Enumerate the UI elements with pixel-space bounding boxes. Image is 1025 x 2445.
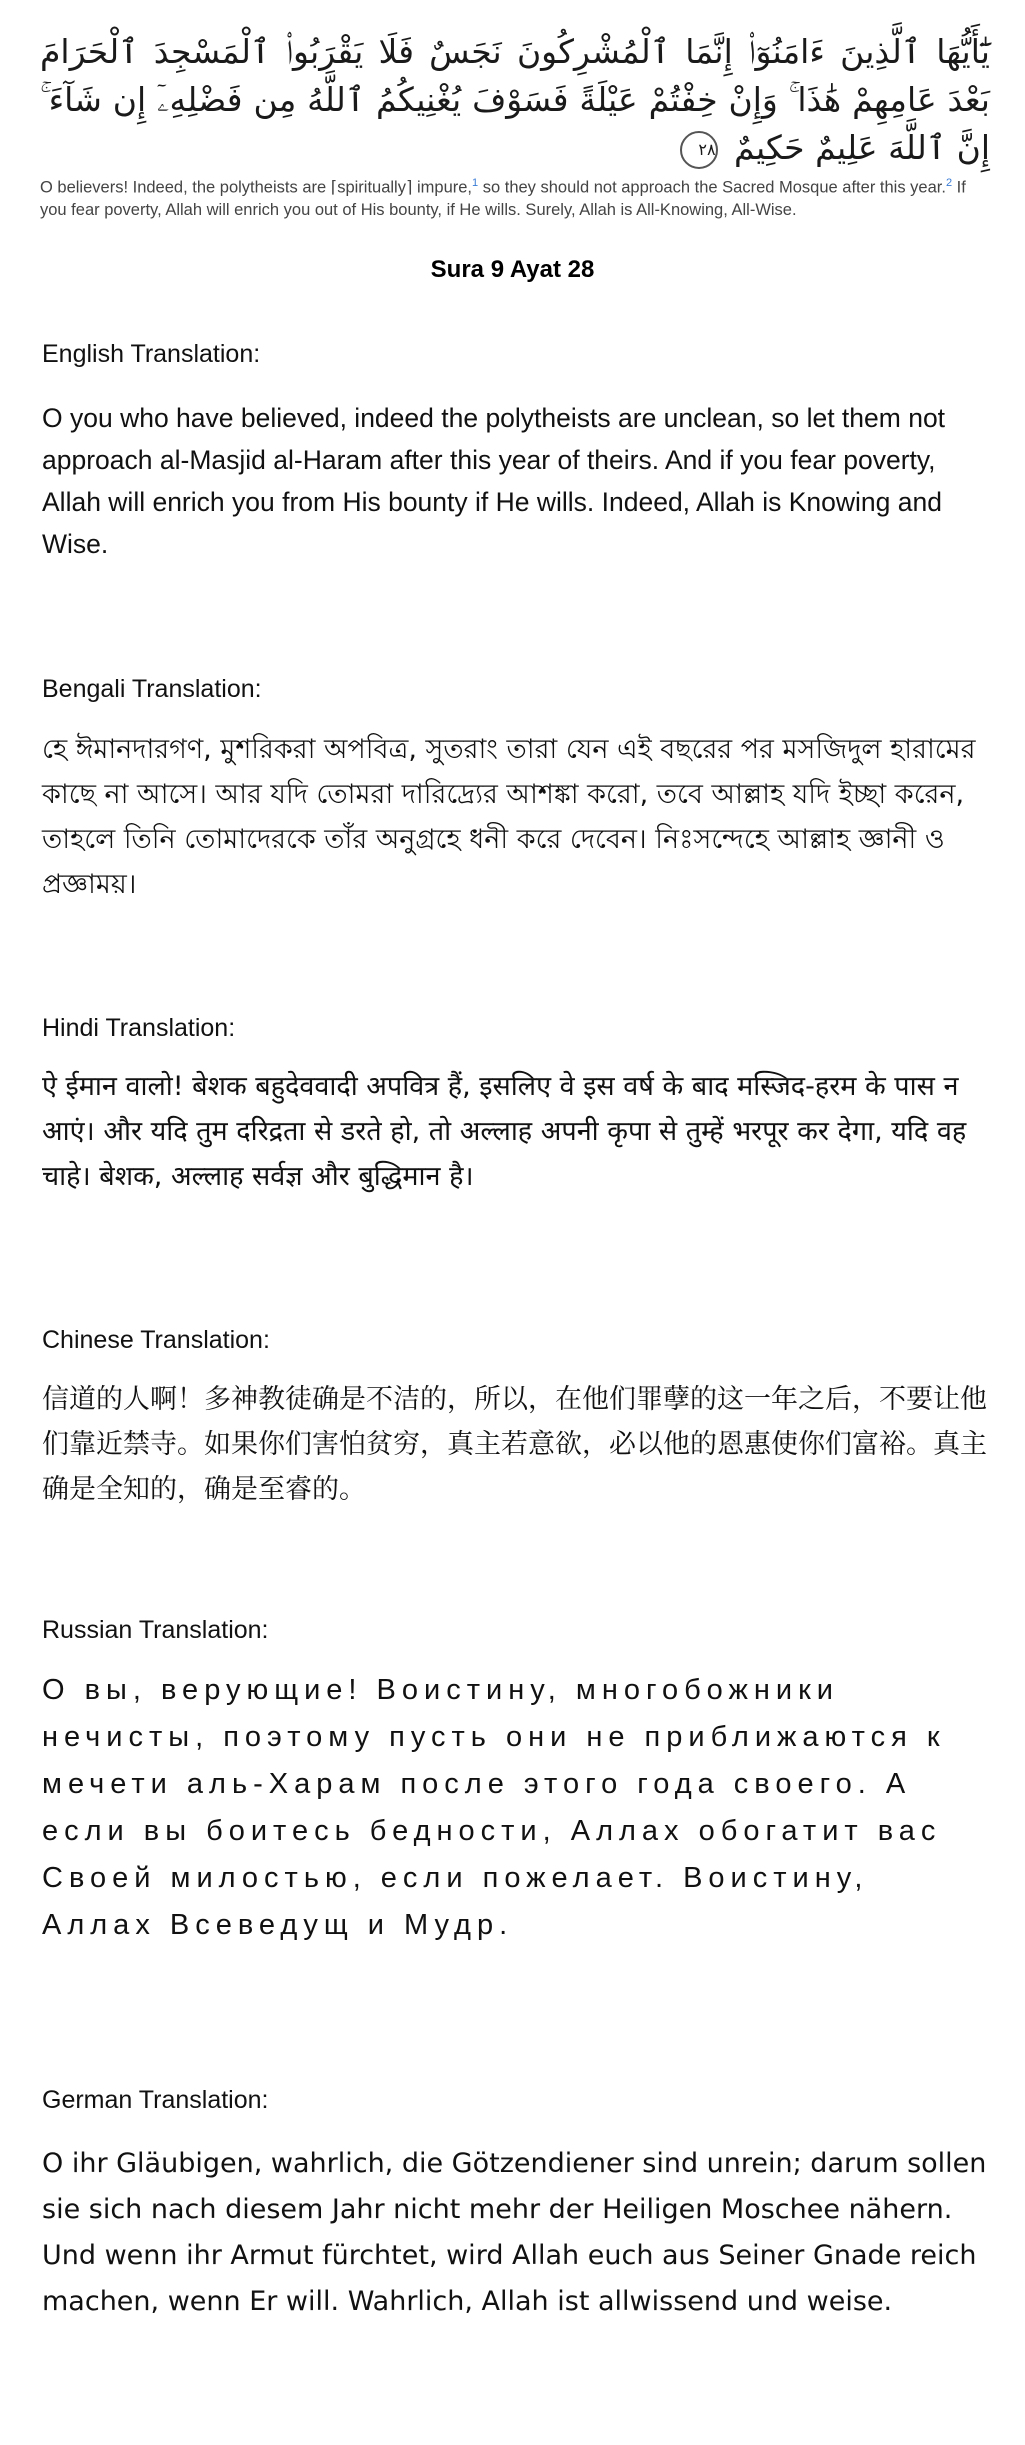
verse-reference: Sura 9 Ayat 28 — [430, 256, 595, 283]
english-label: English Translation: — [42, 340, 261, 368]
summary-text-4: If you fear poverty, Allah will enrich you out of His bounty, if He wills. Surely, Allah is All-Knowing, All-Wise. — [40, 178, 966, 219]
summary-text-3: so they should not approach the Sacred Mosque after this year. — [478, 178, 946, 197]
bracket-open: ⌈ — [330, 178, 338, 197]
hindi-label: Hindi Translation: — [42, 1014, 236, 1042]
russian-label: Russian Translation: — [42, 1616, 269, 1644]
chinese-label: Chinese Translation: — [42, 1326, 270, 1354]
summary-word: spiritually — [337, 178, 406, 197]
footnote-2-link[interactable]: 2 — [945, 177, 953, 189]
summary-text-2: impure, — [412, 178, 473, 197]
verse-summary — [40, 172, 990, 221]
bracket-close: ⌉ — [405, 178, 413, 197]
english-translation: O you who have believed, indeed the polytheists are unclean, so let them not approach al-Masjid al-Haram after this year of theirs. And if you fear poverty, Allah will enrich you from His bounty if He wills. Indeed, Allah is Knowing and Wise. — [42, 403, 946, 559]
ayah-number-marker: ٢٨ — [680, 131, 718, 169]
arabic-verse-text: يَٰٓأَيُّهَا ٱلَّذِينَ ءَامَنُوٓا۟ إِنَّمَا ٱلْمُشْرِكُونَ نَجَسٌ فَلَا يَقْرَبُوا۟ ٱلْمَسْجِدَ ٱلْحَرَامَ بَعْدَ عَامِهِمْ هَٰذَا ۚ وَإِنْ خِفْتُمْ عَيْلَةً فَسَوْفَ يُغْنِيكُمُ ٱللَّهُ مِن فَضْلِهِۦٓ إِن شَآءَ ۚ إِنَّ ٱللَّهَ عَلِيمٌ حَكِيمٌ — [40, 32, 990, 167]
bengali-translation: হে ঈমানদারগণ, মুশরিকরা অপবিত্র, সুতরাং তারা যেন এই বছরের পর মসজিদুল হারামের কাছে না আসে। আর যদি তোমরা দারিদ্র্যের আশঙ্কা করো, তবে আল্লাহ যদি ইচ্ছা করেন, তাহলে তিনি তোমাদেরকে তাঁর অনুগ্রহে ধনী করে দেবেন। নিঃসন্দেহে আল্লাহ জ্ঞানী ও প্রজ্ঞাময়। — [42, 734, 976, 900]
russian-translation: О вы, верующие! Воистину, многобожники нечисты, поэтому пусть они не приближаются к мечети аль-Харам после этого года своего. А если вы боитесь бедности, Аллах обогатит вас Своей милостью, если пожелает. Воистину, Аллах Всеведущ и Мудр. — [42, 1674, 946, 1941]
hindi-translation: ऐ ईमान वालो! बेशक बहुदेववादी अपवित्र हैं, इसलिए वे इस वर्ष के बाद मस्जिद-हरम के पास न आएं। और यदि तुम दरिद्रता से डरते हो, तो अल्लाह अपनी कृपा से तुम्हें भरपूर कर देगा, यदि वह चाहे। बेशक, अल्लाह सर्वज्ञ और बुद्धिमान है। — [42, 1071, 967, 1192]
chinese-translation: 信道的人啊！多神教徒确是不洁的，所以，在他们罪孽的这一年之后，不要让他们靠近禁寺。如果你们害怕贫穷，真主若意欲，必以他的恩惠使你们富裕。真主确是全知的，确是至睿的。 — [42, 1384, 987, 1505]
german-translation: O ihr Gläubigen, wahrlich, die Götzendiener sind unrein; darum sollen sie sich nach diesem Jahr nicht mehr der Heiligen Moschee nähern. Und wenn ihr Armut fürchtet, wird Allah euch aus Seiner Gnade reich machen, wenn Er will. Wahrlich, Allah ist allwissend und weise. — [42, 2148, 987, 2317]
summary-text-1: O believers! Indeed, the polytheists are — [40, 178, 331, 197]
footnote-1-link[interactable]: 1 — [472, 177, 479, 189]
german-label: German Translation: — [42, 2086, 269, 2114]
bengali-label: Bengali Translation: — [42, 675, 262, 703]
arabic-verse — [40, 28, 990, 172]
